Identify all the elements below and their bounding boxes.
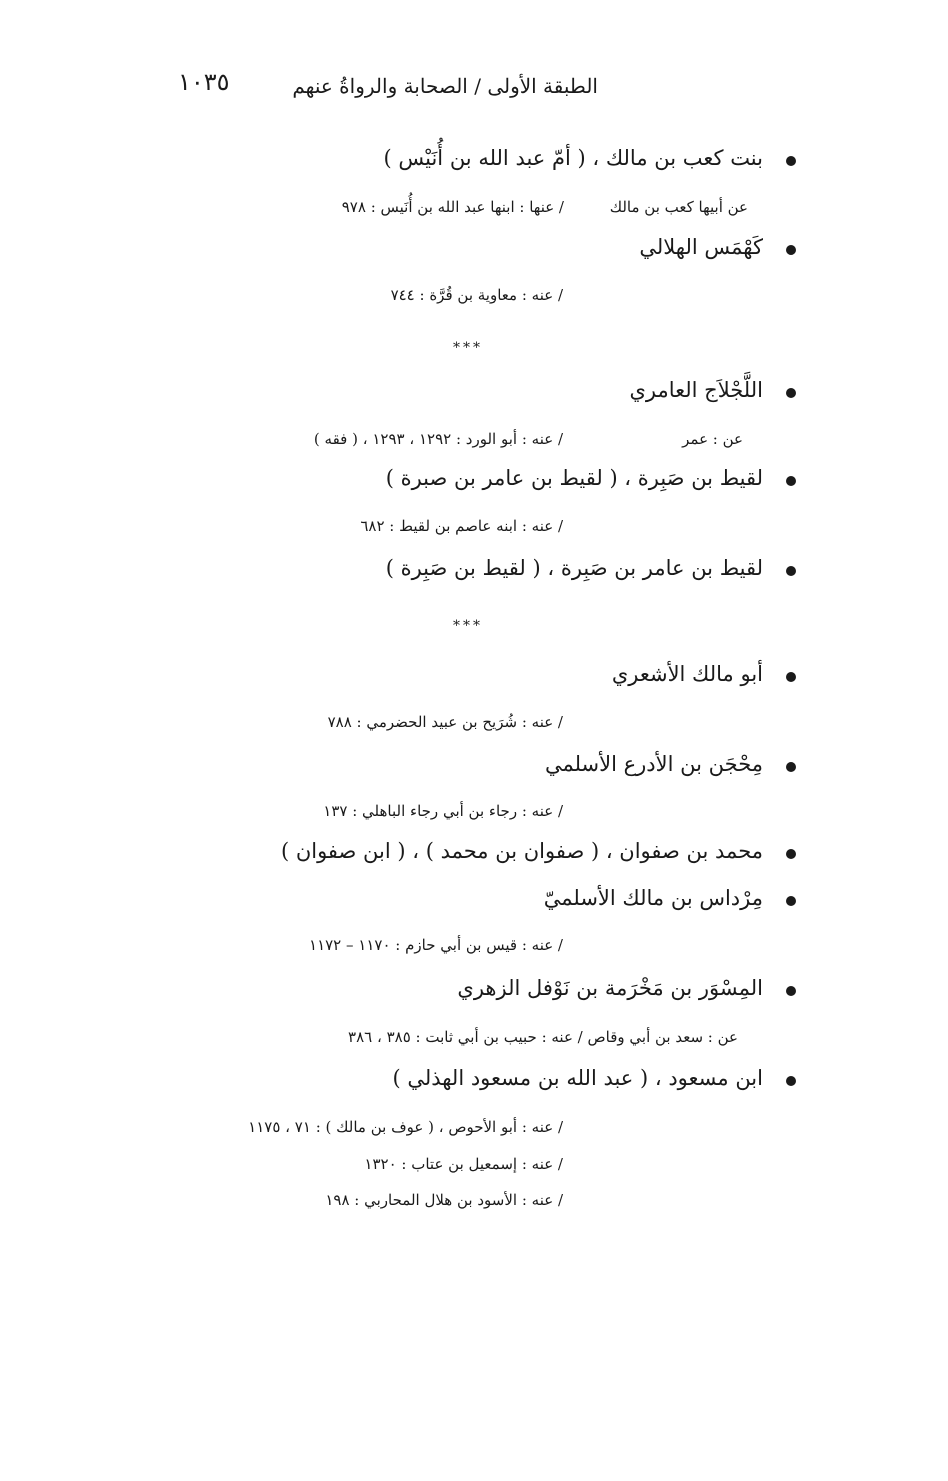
entry-bullet-icon (786, 566, 796, 576)
entry-heading: كَهْمَس الهلالي (639, 235, 763, 259)
narration-line: عن أبيها كعب بن مالك (609, 198, 748, 216)
narration-line: / عنه : ابنه عاصم بن لقيط : ٦٨٢ (360, 517, 563, 535)
entry-heading: مِحْجَن بن الأدرع الأسلمي (544, 752, 763, 776)
section-separator: *** (453, 340, 483, 356)
entry-bullet-icon (786, 986, 796, 996)
running-title: الطبقة الأولى / الصحابة والرواةُ عنهم (292, 74, 598, 98)
entry-bullet-icon (786, 388, 796, 398)
entry-bullet-icon (786, 672, 796, 682)
entry-heading: لقيط بن عامر بن صَبِرة ، ( لقيط بن صَبِرة ) (385, 556, 763, 580)
entry-heading: محمد بن صفوان ، ( صفوان بن محمد ) ، ( ابن صفوان ) (280, 839, 763, 863)
narration-line: / عنه : رجاء بن أبي رجاء الباهلي : ١٣٧ (323, 802, 563, 820)
narration-line: / عنه : قيس بن أبي حازم : ١١٧٠ – ١١٧٢ (309, 936, 563, 954)
narration-line: عن : عمر (682, 430, 743, 448)
entry-bullet-icon (786, 1076, 796, 1086)
narration-line: / عنه : إسمعيل بن عتاب : ١٣٢٠ (364, 1155, 563, 1173)
entry-bullet-icon (786, 762, 796, 772)
narration-line: / عنه : أبو الورد : ١٢٩٢ ، ١٢٩٣ ، ( فقه ) (313, 430, 563, 448)
narration-line: / عنه : الأسود بن هلال المحاربي : ١٩٨ (325, 1191, 563, 1209)
page-number: ١٠٣٥ (178, 68, 230, 96)
entry-bullet-icon (786, 476, 796, 486)
entry-heading: مِرْداس بن مالك الأسلميّ (543, 886, 763, 910)
entry-bullet-icon (786, 896, 796, 906)
narration-line: / عنه : معاوية بن قُرَّة : ٧٤٤ (390, 286, 563, 304)
entry-bullet-icon (786, 245, 796, 255)
entry-heading: ابن مسعود ، ( عبد الله بن مسعود الهذلي ) (392, 1066, 763, 1090)
entry-bullet-icon (786, 156, 796, 166)
narration-line: / عنه : شُرَيح بن عبيد الحضرمي : ٧٨٨ (327, 713, 563, 731)
entry-heading: اللَّجْلاَج العامري (629, 378, 763, 402)
entry-bullet-icon (786, 849, 796, 859)
narration-line: / عنه : أبو الأحوص ، ( عوف بن مالك ) : ٧١ ، ١١٧٥ (248, 1118, 563, 1136)
narration-line: / عنها : ابنها عبد الله بن أُنَيس : ٩٧٨ (341, 198, 564, 216)
entry-heading: لقيط بن صَبِرة ، ( لقيط بن عامر بن صبرة ) (385, 466, 763, 490)
section-separator: *** (453, 618, 483, 634)
entry-heading: أبو مالك الأشعري (611, 662, 763, 686)
narration-line: عن : سعد بن أبي وقاص / عنه : حبيب بن أبي ثابت : ٣٨٥ ، ٣٨٦ (348, 1028, 738, 1046)
entry-heading: بنت كعب بن مالك ، ( أمّ عبد الله بن أُنَيْس ) (383, 146, 763, 170)
entry-heading: المِسْوَر بن مَخْرَمة بن نَوْفل الزهري (457, 976, 763, 1000)
